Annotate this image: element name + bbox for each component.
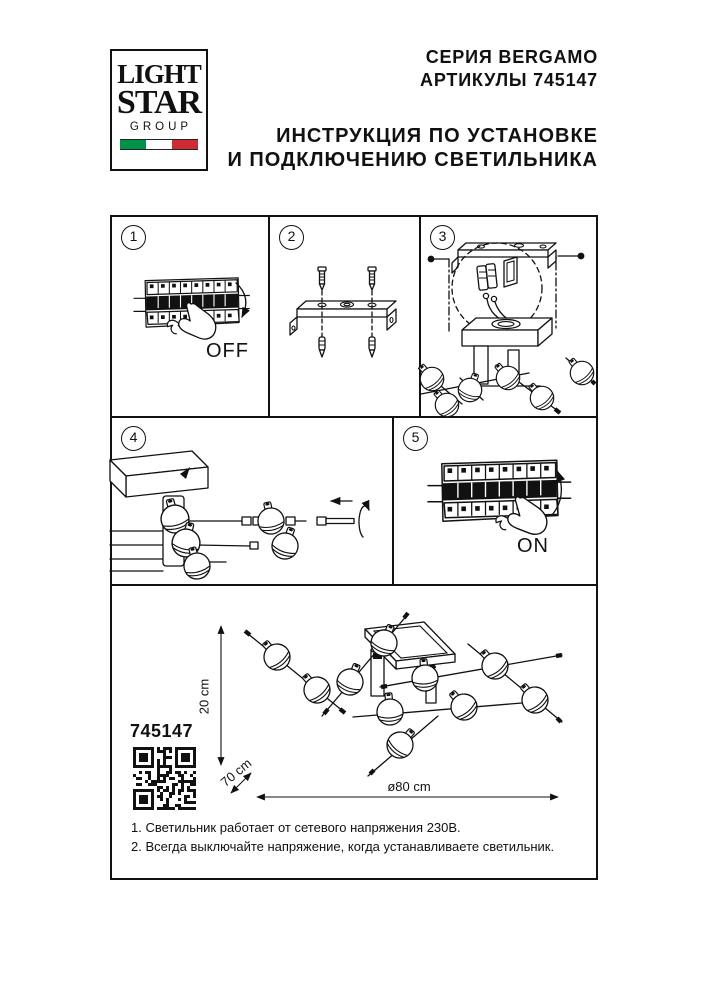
logo-word-light: LIGHT <box>117 59 201 89</box>
doc-title-line1: ИНСТРУКЦИЯ ПО УСТАНОВКЕ <box>276 125 598 147</box>
note-1: 1. Светильник работает от сетевого напряжения 230В. <box>131 820 461 835</box>
article-number: АРТИКУЛЫ 745147 <box>420 70 598 90</box>
step-3-badge <box>430 225 455 250</box>
step-1-badge <box>121 225 146 250</box>
series-title: СЕРИЯ BERGAMO <box>425 47 598 67</box>
qr-code <box>133 747 196 810</box>
step-4-panel <box>110 416 394 586</box>
doc-title-line2: И ПОДКЛЮЧЕНИЮ СВЕТИЛЬНИКА <box>227 149 598 171</box>
step-5-number: 5 <box>411 429 420 445</box>
brand-logo <box>110 49 208 171</box>
logo-word-group: GROUP <box>129 121 193 134</box>
base-dimension-label: 70 cm <box>217 755 255 790</box>
step-4-number: 4 <box>129 429 138 445</box>
note-2: 2. Всегда выключайте напряжение, когда устанавливаете светильник. <box>131 838 555 854</box>
on-label: ON <box>517 535 549 557</box>
italian-flag-icon <box>120 139 198 150</box>
diagram-article-number: 745147 <box>130 721 194 741</box>
step-5-badge <box>403 426 428 451</box>
off-label: OFF <box>206 340 249 362</box>
height-dimension-label: 20 cm <box>196 678 212 715</box>
step-2-number: 2 <box>287 228 296 244</box>
step-2-badge <box>279 225 304 250</box>
logo-word-star: STAR <box>116 83 202 121</box>
diameter-dimension-label: ø80 cm <box>387 779 431 794</box>
header <box>227 46 598 172</box>
step-4-badge <box>121 426 146 451</box>
step-1-number: 1 <box>129 228 138 244</box>
step-3-number: 3 <box>438 228 447 244</box>
footer-notes <box>131 819 583 856</box>
